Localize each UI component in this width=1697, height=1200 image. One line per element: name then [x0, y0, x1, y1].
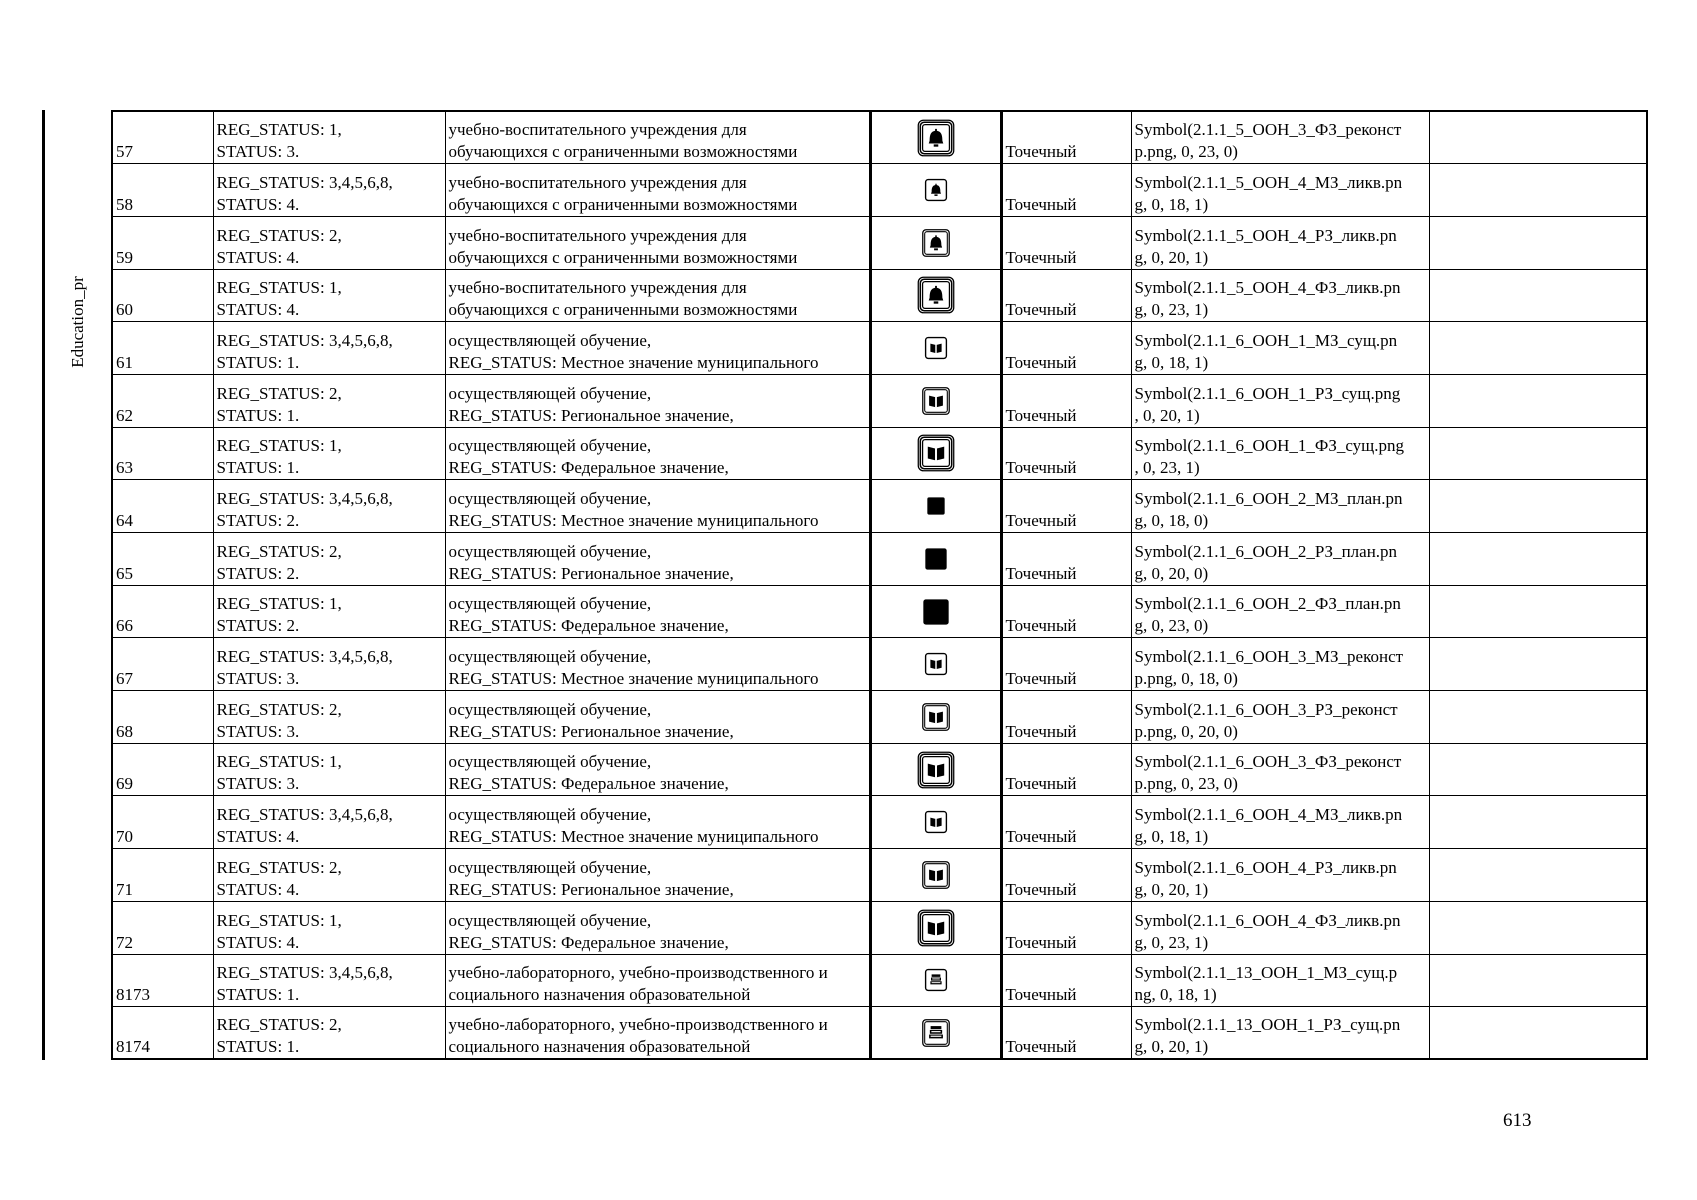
empty-cell	[1429, 269, 1647, 322]
reg-status-text: REG_STATUS: 2,	[216, 1015, 342, 1035]
empty-cell	[1429, 901, 1647, 954]
symbol-function-cell	[1131, 111, 1429, 164]
empty-cell	[1429, 638, 1647, 691]
symbol-cell	[870, 691, 1001, 744]
geometry-type-cell: Точечный	[1001, 638, 1131, 691]
description-line-2: REG_STATUS: Региональное значение,	[448, 405, 734, 425]
reg-status-text: REG_STATUS: 2,	[216, 857, 342, 877]
reg-status-text: REG_STATUS: 2,	[216, 383, 342, 403]
row-id: 63	[112, 427, 213, 480]
geometry-type-cell: Точечный	[1001, 1007, 1131, 1060]
symbol-function-line-2: g, 0, 20, 1)	[1134, 1037, 1209, 1057]
row-id: 59	[112, 216, 213, 269]
geometry-type-cell: Точечный	[1001, 954, 1131, 1007]
symbol-function-line-2: p.png, 0, 18, 0)	[1134, 669, 1238, 689]
description-line-1: осуществляющей обучение,	[448, 436, 652, 456]
status-cell	[213, 954, 445, 1007]
symbol-function-line-2: g, 0, 18, 0)	[1134, 511, 1209, 530]
description-line-1: осуществляющей обучение,	[448, 330, 652, 350]
symbol-function-line-2: , 0, 20, 1)	[1134, 405, 1200, 425]
reg-status-text: REG_STATUS: 2,	[216, 225, 342, 245]
symbol-function-line-1: Symbol(2.1.1_5_ООН_4_ФЗ_ликв.pn	[1134, 278, 1401, 298]
symbol-function-cell	[1131, 901, 1429, 954]
symbol-cell	[870, 427, 1001, 480]
status-cell	[213, 1007, 445, 1060]
symbol-function-cell	[1131, 427, 1429, 480]
table-row	[112, 216, 1647, 269]
description-cell	[445, 691, 870, 744]
symbol-function-cell	[1131, 585, 1429, 638]
solid-symbol-icon	[923, 495, 949, 514]
symbol-function-line-1: Symbol(2.1.1_5_ООН_4_РЗ_ликв.pn	[1134, 225, 1397, 245]
row-id: 62	[112, 374, 213, 427]
symbol-function-line-2: g, 0, 18, 1)	[1134, 352, 1209, 372]
table-row	[112, 849, 1647, 902]
symbol-function-cell	[1131, 691, 1429, 744]
row-id: 60	[112, 269, 213, 322]
description-line-2: обучающихся с ограниченными возможностями	[448, 247, 798, 267]
empty-cell	[1429, 954, 1647, 1007]
empty-cell	[1429, 216, 1647, 269]
table-row	[112, 954, 1647, 1007]
symbol-function-line-1: Symbol(2.1.1_6_ООН_3_ФЗ_реконст	[1134, 752, 1402, 772]
symbol-function-line-2: ng, 0, 18, 1)	[1134, 985, 1217, 1005]
row-id: 71	[112, 849, 213, 902]
description-cell	[445, 322, 870, 375]
description-cell	[445, 638, 870, 691]
description-line-2: REG_STATUS: Региональное значение,	[448, 721, 734, 741]
row-id: 57	[112, 111, 213, 164]
page-number: 613	[1503, 1110, 1532, 1131]
table-row	[112, 901, 1647, 954]
row-id: 61	[112, 322, 213, 375]
table-row	[112, 111, 1647, 164]
status-cell	[213, 427, 445, 480]
status-text: STATUS: 2.	[216, 511, 300, 530]
symbol-function-cell	[1131, 849, 1429, 902]
status-cell	[213, 111, 445, 164]
empty-cell	[1429, 374, 1647, 427]
symbol-function-line-2: p.png, 0, 23, 0)	[1134, 142, 1238, 162]
description-line-1: осуществляющей обучение,	[448, 910, 652, 930]
row-id: 67	[112, 638, 213, 691]
status-cell	[213, 533, 445, 586]
symbol-cell	[870, 322, 1001, 375]
geometry-type-cell: Точечный	[1001, 374, 1131, 427]
reg-status-text: REG_STATUS: 1,	[216, 436, 342, 456]
status-cell	[213, 585, 445, 638]
symbol-function-line-1: Symbol(2.1.1_5_ООН_3_ФЗ_реконст	[1134, 120, 1402, 140]
reg-status-text: REG_STATUS: 2,	[216, 699, 342, 719]
symbol-function-line-2: g, 0, 20, 1)	[1134, 879, 1209, 899]
symbol-cell	[870, 901, 1001, 954]
reg-status-text: REG_STATUS: 3,4,5,6,8,	[216, 647, 393, 667]
description-cell	[445, 164, 870, 217]
status-text: STATUS: 1.	[216, 458, 300, 478]
symbol-cell	[870, 954, 1001, 1007]
status-text: STATUS: 3.	[216, 669, 300, 689]
symbol-cell	[870, 1007, 1001, 1060]
status-text: STATUS: 4.	[216, 194, 300, 214]
status-cell	[213, 638, 445, 691]
status-cell	[213, 164, 445, 217]
symbol-function-cell	[1131, 480, 1429, 533]
status-text: STATUS: 4.	[216, 300, 300, 320]
description-cell	[445, 849, 870, 902]
symbol-function-line-2: g, 0, 18, 1)	[1134, 827, 1209, 847]
book-symbol-icon	[923, 811, 949, 830]
book-symbol-icon	[920, 864, 952, 883]
table-row	[112, 427, 1647, 480]
table-row	[112, 691, 1647, 744]
bell-symbol-icon	[920, 232, 952, 251]
empty-cell	[1429, 743, 1647, 796]
description-cell	[445, 427, 870, 480]
status-text: STATUS: 3.	[216, 721, 300, 741]
reg-status-text: REG_STATUS: 3,4,5,6,8,	[216, 330, 393, 350]
symbol-function-line-1: Symbol(2.1.1_13_ООН_1_РЗ_сущ.pn	[1134, 1015, 1401, 1035]
empty-cell	[1429, 322, 1647, 375]
empty-cell	[1429, 533, 1647, 586]
geometry-type-cell: Точечный	[1001, 691, 1131, 744]
symbol-function-line-2: g, 0, 18, 1)	[1134, 194, 1209, 214]
description-cell	[445, 796, 870, 849]
reg-status-text: REG_STATUS: 3,4,5,6,8,	[216, 172, 393, 192]
left-margin-rule	[42, 110, 45, 1060]
status-cell	[213, 796, 445, 849]
book-symbol-icon	[917, 917, 955, 936]
geometry-type-cell: Точечный	[1001, 322, 1131, 375]
symbol-function-line-2: g, 0, 20, 0)	[1134, 563, 1209, 583]
geometry-type-cell: Точечный	[1001, 901, 1131, 954]
row-id: 8174	[112, 1007, 213, 1060]
symbol-function-line-1: Symbol(2.1.1_6_ООН_2_ФЗ_план.pn	[1134, 594, 1401, 614]
description-line-2: REG_STATUS: Федеральное значение,	[448, 616, 729, 636]
description-line-2: REG_STATUS: Федеральное значение,	[448, 774, 729, 794]
geometry-type-cell: Точечный	[1001, 164, 1131, 217]
description-cell	[445, 585, 870, 638]
description-line-2: обучающихся с ограниченными возможностями	[448, 300, 798, 320]
description-line-2: обучающихся с ограниченными возможностями	[448, 142, 798, 162]
symbol-function-line-2: g, 0, 23, 1)	[1134, 932, 1209, 952]
description-line-2: REG_STATUS: Местное значение муниципального	[448, 827, 819, 847]
description-cell	[445, 533, 870, 586]
symbol-function-line-2: g, 0, 23, 1)	[1134, 300, 1209, 320]
solid-symbol-icon	[920, 548, 952, 567]
book-symbol-icon	[920, 390, 952, 409]
status-cell	[213, 322, 445, 375]
symbol-function-line-2: g, 0, 20, 1)	[1134, 247, 1209, 267]
description-line-2: REG_STATUS: Федеральное значение,	[448, 458, 729, 478]
description-cell	[445, 901, 870, 954]
row-id: 66	[112, 585, 213, 638]
status-text: STATUS: 2.	[216, 563, 300, 583]
geometry-type-cell: Точечный	[1001, 796, 1131, 849]
table-row	[112, 322, 1647, 375]
status-cell	[213, 901, 445, 954]
geometry-type-cell: Точечный	[1001, 427, 1131, 480]
table-row	[112, 743, 1647, 796]
description-line-1: осуществляющей обучение,	[448, 541, 652, 561]
status-text: STATUS: 4.	[216, 247, 300, 267]
symbol-function-cell	[1131, 743, 1429, 796]
geometry-type-cell: Точечный	[1001, 849, 1131, 902]
symbol-function-line-1: Symbol(2.1.1_13_ООН_1_МЗ_сущ.p	[1134, 963, 1398, 983]
description-cell	[445, 374, 870, 427]
status-text: STATUS: 1.	[216, 985, 300, 1005]
description-line-1: осуществляющей обучение,	[448, 489, 652, 508]
symbol-cell	[870, 849, 1001, 902]
book-symbol-icon	[923, 653, 949, 672]
side-label: Education_pr	[68, 276, 87, 368]
symbol-function-line-1: Symbol(2.1.1_6_ООН_4_РЗ_ликв.pn	[1134, 857, 1397, 877]
reg-status-text: REG_STATUS: 1,	[216, 594, 342, 614]
bell-symbol-icon	[917, 127, 955, 146]
book-symbol-icon	[917, 442, 955, 461]
symbol-cell	[870, 216, 1001, 269]
empty-cell	[1429, 585, 1647, 638]
description-cell	[445, 1007, 870, 1060]
table-row	[112, 480, 1647, 533]
description-line-2: REG_STATUS: Местное значение муниципального	[448, 352, 819, 372]
description-cell	[445, 216, 870, 269]
description-cell	[445, 480, 870, 533]
status-cell	[213, 374, 445, 427]
bell-symbol-icon	[923, 179, 949, 198]
description-line-1: осуществляющей обучение,	[448, 805, 652, 825]
row-id: 65	[112, 533, 213, 586]
symbol-function-line-2: g, 0, 23, 0)	[1134, 616, 1209, 636]
row-id: 58	[112, 164, 213, 217]
status-text: STATUS: 4.	[216, 827, 300, 847]
description-line-1: осуществляющей обучение,	[448, 699, 652, 719]
table-row	[112, 638, 1647, 691]
row-id: 64	[112, 480, 213, 533]
empty-cell	[1429, 1007, 1647, 1060]
symbol-function-line-2: , 0, 23, 1)	[1134, 458, 1200, 478]
status-text: STATUS: 2.	[216, 616, 300, 636]
empty-cell	[1429, 480, 1647, 533]
description-line-2: социального назначения образовательной	[448, 985, 751, 1005]
geometry-type-cell: Точечный	[1001, 480, 1131, 533]
description-line-2: REG_STATUS: Местное значение муниципального	[448, 511, 819, 530]
symbol-cell	[870, 111, 1001, 164]
status-cell	[213, 691, 445, 744]
status-text: STATUS: 1.	[216, 405, 300, 425]
table-row	[112, 374, 1647, 427]
table-row	[112, 269, 1647, 322]
description-line-1: учебно-воспитательного учреждения для	[448, 278, 747, 298]
description-line-1: осуществляющей обучение,	[448, 857, 652, 877]
symbol-function-line-1: Symbol(2.1.1_6_ООН_1_ФЗ_сущ.png	[1134, 436, 1405, 456]
status-cell	[213, 743, 445, 796]
table-row	[112, 585, 1647, 638]
geometry-type-cell: Точечный	[1001, 585, 1131, 638]
description-cell	[445, 743, 870, 796]
book-symbol-icon	[920, 706, 952, 725]
status-text: STATUS: 3.	[216, 774, 300, 794]
symbol-function-cell	[1131, 374, 1429, 427]
geometry-type-cell: Точечный	[1001, 111, 1131, 164]
symbol-cell	[870, 585, 1001, 638]
row-id: 68	[112, 691, 213, 744]
reg-status-text: REG_STATUS: 2,	[216, 541, 342, 561]
row-id: 70	[112, 796, 213, 849]
symbol-function-line-1: Symbol(2.1.1_6_ООН_4_ФЗ_ликв.pn	[1134, 910, 1401, 930]
empty-cell	[1429, 164, 1647, 217]
symbol-cell	[870, 533, 1001, 586]
status-cell	[213, 269, 445, 322]
description-cell	[445, 111, 870, 164]
symbol-function-line-1: Symbol(2.1.1_6_ООН_4_МЗ_ликв.pn	[1134, 805, 1403, 825]
description-line-2: обучающихся с ограниченными возможностями	[448, 194, 798, 214]
status-cell	[213, 849, 445, 902]
book-symbol-icon	[923, 337, 949, 356]
reg-status-text: REG_STATUS: 1,	[216, 120, 342, 140]
symbol-cell	[870, 638, 1001, 691]
symbol-cell	[870, 269, 1001, 322]
symbol-table	[111, 110, 1648, 1060]
reg-status-text: REG_STATUS: 1,	[216, 910, 342, 930]
reg-status-text: REG_STATUS: 3,4,5,6,8,	[216, 963, 393, 983]
solid-symbol-icon	[917, 600, 955, 619]
status-text: STATUS: 4.	[216, 879, 300, 899]
symbol-function-cell	[1131, 164, 1429, 217]
row-id: 69	[112, 743, 213, 796]
table-row	[112, 533, 1647, 586]
empty-cell	[1429, 849, 1647, 902]
empty-cell	[1429, 691, 1647, 744]
symbol-function-line-1: Symbol(2.1.1_6_ООН_3_РЗ_реконст	[1134, 699, 1398, 719]
description-line-2: REG_STATUS: Региональное значение,	[448, 563, 734, 583]
description-line-1: осуществляющей обучение,	[448, 647, 652, 667]
table-row	[112, 1007, 1647, 1060]
geometry-type-cell: Точечный	[1001, 743, 1131, 796]
geometry-type-cell: Точечный	[1001, 216, 1131, 269]
table-row	[112, 164, 1647, 217]
symbol-cell	[870, 743, 1001, 796]
symbol-function-cell	[1131, 796, 1429, 849]
empty-cell	[1429, 796, 1647, 849]
empty-cell	[1429, 111, 1647, 164]
description-line-1: осуществляющей обучение,	[448, 383, 652, 403]
symbol-function-cell	[1131, 533, 1429, 586]
description-line-1: учебно-лабораторного, учебно-производственного и	[448, 963, 828, 983]
symbol-function-cell	[1131, 322, 1429, 375]
stack-symbol-icon	[920, 1022, 952, 1041]
symbol-function-cell	[1131, 954, 1429, 1007]
description-line-2: социального назначения образовательной	[448, 1037, 751, 1057]
description-line-2: REG_STATUS: Федеральное значение,	[448, 932, 729, 952]
geometry-type-cell: Точечный	[1001, 533, 1131, 586]
book-symbol-icon	[917, 759, 955, 778]
reg-status-text: REG_STATUS: 1,	[216, 752, 342, 772]
symbol-function-line-1: Symbol(2.1.1_6_ООН_1_РЗ_сущ.png	[1134, 383, 1401, 403]
status-text: STATUS: 3.	[216, 142, 300, 162]
description-line-2: REG_STATUS: Региональное значение,	[448, 879, 734, 899]
bell-symbol-icon	[917, 284, 955, 303]
symbol-function-line-1: Symbol(2.1.1_6_ООН_2_РЗ_план.pn	[1134, 541, 1398, 561]
description-line-1: осуществляющей обучение,	[448, 752, 652, 772]
geometry-type-cell: Точечный	[1001, 269, 1131, 322]
reg-status-text: REG_STATUS: 1,	[216, 278, 342, 298]
status-text: STATUS: 1.	[216, 1037, 300, 1057]
description-cell	[445, 954, 870, 1007]
description-line-1: учебно-воспитательного учреждения для	[448, 225, 747, 245]
description-line-1: учебно-воспитательного учреждения для	[448, 172, 747, 192]
description-line-1: осуществляющей обучение,	[448, 594, 652, 614]
symbol-function-line-2: p.png, 0, 20, 0)	[1134, 721, 1238, 741]
status-cell	[213, 480, 445, 533]
symbol-function-cell	[1131, 1007, 1429, 1060]
symbol-function-cell	[1131, 216, 1429, 269]
symbol-function-line-1: Symbol(2.1.1_5_ООН_4_МЗ_ликв.pn	[1134, 172, 1403, 192]
symbol-cell	[870, 374, 1001, 427]
description-line-1: учебно-воспитательного учреждения для	[448, 120, 747, 140]
status-text: STATUS: 4.	[216, 932, 300, 952]
symbol-cell	[870, 480, 1001, 533]
symbol-function-line-1: Symbol(2.1.1_6_ООН_2_МЗ_план.pn	[1134, 489, 1403, 508]
table-row	[112, 796, 1647, 849]
reg-status-text: REG_STATUS: 3,4,5,6,8,	[216, 805, 393, 825]
symbol-function-line-1: Symbol(2.1.1_6_ООН_3_МЗ_реконст	[1134, 647, 1404, 667]
status-text: STATUS: 1.	[216, 352, 300, 372]
symbol-cell	[870, 796, 1001, 849]
description-cell	[445, 269, 870, 322]
row-id: 72	[112, 901, 213, 954]
reg-status-text: REG_STATUS: 3,4,5,6,8,	[216, 489, 393, 508]
symbol-function-cell	[1131, 638, 1429, 691]
symbol-function-cell	[1131, 269, 1429, 322]
symbol-cell	[870, 164, 1001, 217]
stack-symbol-icon	[923, 969, 949, 988]
description-line-2: REG_STATUS: Местное значение муниципального	[448, 669, 819, 689]
symbol-function-line-1: Symbol(2.1.1_6_ООН_1_МЗ_сущ.pn	[1134, 330, 1398, 350]
status-cell	[213, 216, 445, 269]
row-id: 8173	[112, 954, 213, 1007]
empty-cell	[1429, 427, 1647, 480]
symbol-function-line-2: p.png, 0, 23, 0)	[1134, 774, 1238, 794]
description-line-1: учебно-лабораторного, учебно-производственного и	[448, 1015, 828, 1035]
